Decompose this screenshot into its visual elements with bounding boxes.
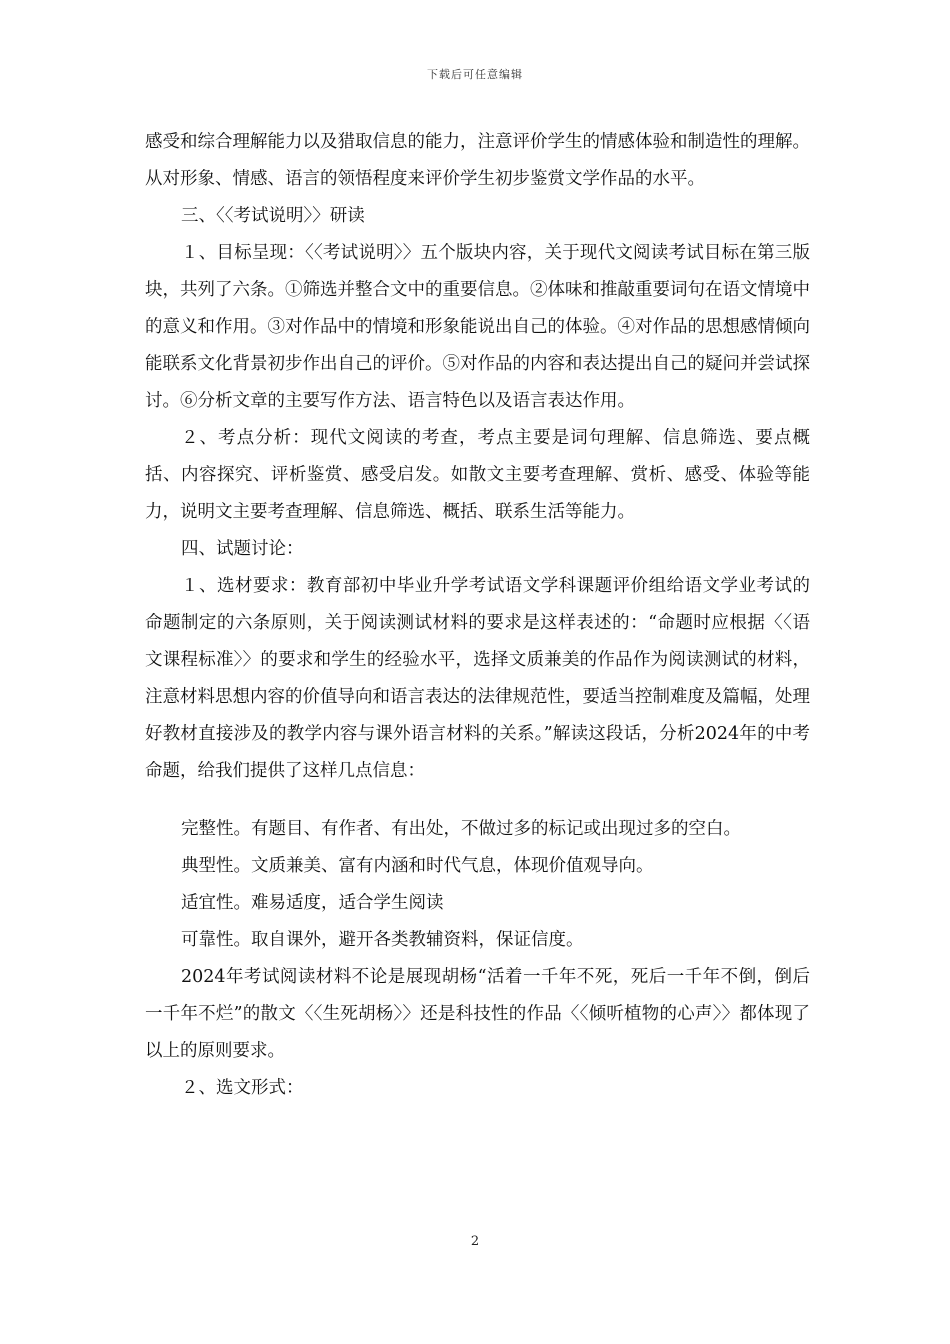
page-number: 2 <box>470 1234 480 1249</box>
paragraph-continuation: 感受和综合理解能力以及猎取信息的能力，注意评价学生的情感体验和制造性的理解。从对形象、情感、语言的领悟程度来评价学生初步鉴赏文学作品的水平。 <box>145 132 810 189</box>
paragraph-target-presentation: １、目标呈现：〈〈考试说明〉〉五个版块内容，关于现代文阅读考试目标在第三版块，共列了六条。①筛选并整合文中的重要信息。②体味和推敲重要词句在语文情境中的意义和作用。③对作品中的情境和形象能说出自己的体验。④对作品的思想感情倾向能联系文化背景初步作出自己的评价。⑤对作品的内容和表达提出自己的疑问并尝试探讨。⑥分析文章的主要写作方法、语言特色以及语言表达作用。 <box>145 243 810 411</box>
list-item-suitability: 适宜性。难易适度，适合学生阅读 <box>181 893 444 913</box>
paragraph-spacer <box>145 790 810 811</box>
list-item-completeness: 完整性。有题目、有作者、有出处，不做过多的标记或出现过多的空白。 <box>181 819 741 839</box>
paragraph-exam-point-analysis: ２、考点分析：现代文阅读的考查，考点主要是词句理解、信息筛选、要点概括、内容探究、评析鉴赏、感受启发。如散文主要考查理解、赏析、感受、体验等能力，说明文主要考查理解、信息筛选、概括、联系生活等能力。 <box>145 428 810 522</box>
document-body <box>145 124 810 1107</box>
page-header: 下载后可任意编辑 <box>427 68 523 81</box>
section-heading-text-form: ２、选文形式： <box>181 1078 304 1098</box>
section-heading-four: 四、试题讨论： <box>181 539 304 559</box>
section-heading-three: 三、〈〈考试说明〉〉研读 <box>181 206 365 226</box>
paragraph-exam-material-2024: 2024年考试阅读材料不论是展现胡杨“活着一千年不死，死后一千年不倒，倒后一千年不烂”的散文〈〈生死胡杨〉〉还是科技性的作品〈〈倾听植物的心声〉〉都体现了以上的原则要求。 <box>145 967 810 1061</box>
paragraph-material-requirements: １、选材要求：教育部初中毕业升学考试语文学科课题评价组给语文学业考试的命题制定的六条原则，关于阅读测试材料的要求是这样表述的：“命题时应根据〈〈语文课程标准〉〉的要求和学生的经验水平，选择文质兼美的作品作为阅读测试的材料，注意材料思想内容的价值导向和语言表达的法律规范性，要适当控制难度及篇幅，处理好教材直接涉及的教学内容与课外语言材料的关系。”解读这段话，分析2024年的中考命题，给我们提供了这样几点信息： <box>145 576 810 781</box>
list-item-typicality: 典型性。文质兼美、富有内涵和时代气息，体现价值观导向。 <box>181 856 654 876</box>
list-item-reliability: 可靠性。取自课外，避开各类教辅资料，保证信度。 <box>181 930 584 950</box>
